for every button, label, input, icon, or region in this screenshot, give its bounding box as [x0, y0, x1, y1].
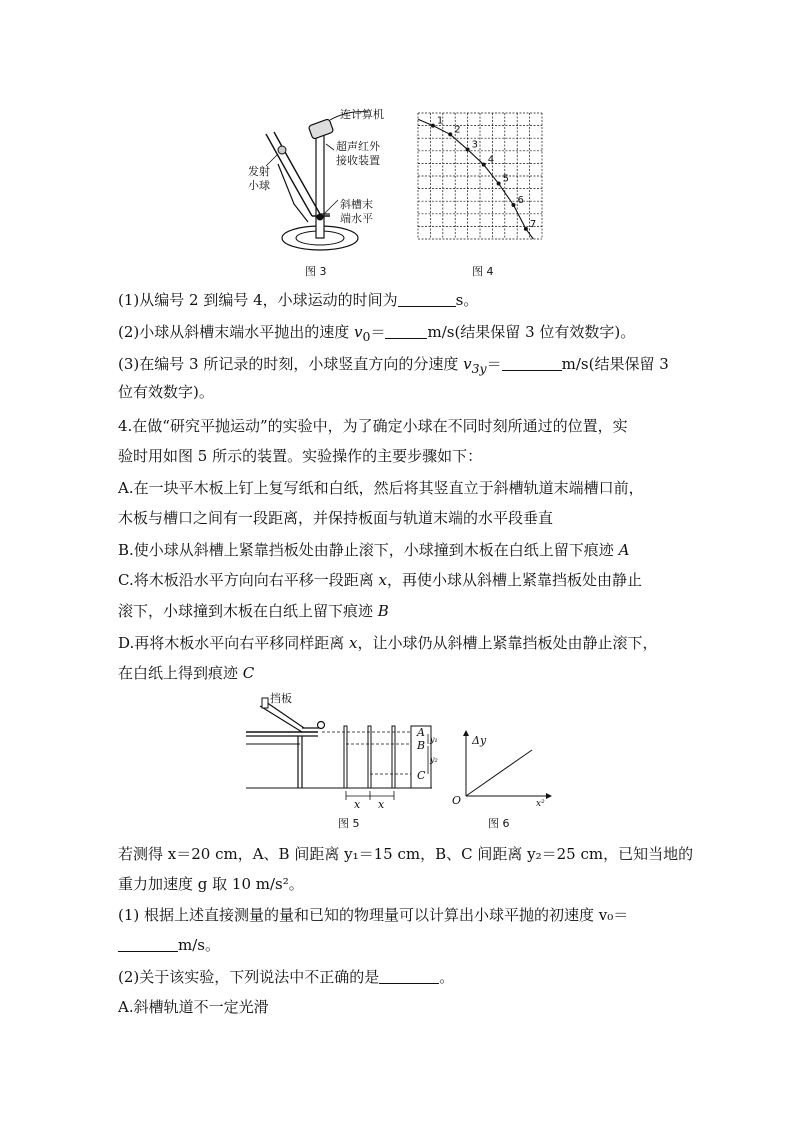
- trajectory-point-number: 6: [517, 194, 524, 206]
- q4-intro-2: 验时用如图 5 所示的装置。实验操作的主要步骤如下：: [118, 447, 483, 465]
- q4-step-c2-var: B: [377, 602, 389, 620]
- label-receiver-2: 接收装置: [336, 154, 380, 167]
- q3-part1-text: (1)从编号 2 到编号 4，小球运动的时间为: [118, 291, 398, 309]
- q3-part3-text: (3)在编号 3 所记录的时刻，小球竖直方向的分速度: [118, 355, 464, 373]
- label-slope-2: 端水平: [340, 212, 373, 225]
- trajectory-curve: [418, 119, 533, 239]
- q4-step-d2-var: C: [242, 664, 255, 682]
- trajectory-point: [431, 124, 435, 128]
- figure-4-caption: 图 4: [472, 265, 494, 278]
- q4-step-b: [118, 540, 684, 560]
- fig6-origin: O: [452, 794, 462, 807]
- figure-3-caption: 图 3: [305, 265, 327, 278]
- fig5-x2: x: [378, 798, 385, 811]
- q3-part2-sub: 0: [362, 329, 371, 344]
- q4-step-c-1: [118, 570, 684, 590]
- q3-part2-end: m/s(结果保留 3 位有效数字)。: [427, 323, 636, 341]
- q4-part1-line2: [118, 935, 684, 955]
- label-computer: 连计算机: [340, 108, 384, 121]
- trajectory-point: [448, 132, 452, 136]
- trajectory-point-number: 7: [529, 218, 537, 230]
- fig6-x-label: x²: [536, 799, 545, 809]
- q3-part3: [118, 354, 684, 379]
- q4-measurements-1: 若测得 x＝20 cm，A、B 间距离 y₁＝15 cm，B、C 间距离 y₂＝25 cm，已知当地的: [118, 845, 694, 863]
- q4-intro-1: 4.在做“研究平抛运动”的实验中，为了确定小球在不同时刻所通过的位置，实: [118, 417, 628, 435]
- q4-step-d-1: [118, 633, 684, 653]
- label-launcher-2: 小球: [248, 179, 270, 192]
- q3-part3-eq: ＝: [486, 355, 502, 373]
- trajectory-point-number: 3: [471, 139, 478, 151]
- q3-part2-var: v: [354, 323, 363, 341]
- fig5-mark-c: C: [417, 769, 426, 782]
- q4-step-a-2: 木板与槽口之间有一段距离，并保持板面与轨道末端的水平段垂直: [118, 509, 554, 527]
- q3-part3-line2: 位有效数字)。: [118, 383, 214, 401]
- q3-part2: [118, 322, 684, 347]
- q4-measurements-2: 重力加速度 g 取 10 m/s²。: [118, 875, 304, 893]
- q4-step-c-2: [118, 601, 684, 621]
- q4-step-c-text-a: C.将木板沿水平方向向右平移一段距离: [118, 571, 379, 589]
- q4-step-c-var: x: [378, 571, 387, 589]
- trajectory-point: [511, 203, 515, 207]
- q4-part2-text: (2)关于该实验，下列说法中不正确的是: [118, 968, 380, 986]
- q4-part2-blank[interactable]: [379, 969, 439, 984]
- q4-step-b-text: B.使小球从斜槽上紧靠挡板处由静止滚下，小球撞到木板在白纸上留下痕迹: [118, 541, 619, 559]
- q4-part2-end: 。: [439, 968, 455, 986]
- q4-step-c2-text: 滚下，小球撞到木板在白纸上留下痕迹: [118, 602, 378, 620]
- fig5-y1: y₁: [430, 735, 438, 744]
- trajectory-point: [524, 227, 528, 231]
- q4-step-d-text-b: ，让小球仍从斜槽上紧靠挡板处由静止滚下，: [357, 634, 658, 652]
- fig6-y-label: Δy: [472, 734, 487, 747]
- q4-step-d-var: x: [349, 634, 358, 652]
- q4-step-d2-text: 在白纸上得到痕迹: [118, 664, 243, 682]
- trajectory-point: [497, 182, 501, 186]
- label-slope-1: 斜槽末: [340, 198, 373, 211]
- q4-step-c-text-b: ，再使小球从斜槽上紧靠挡板处由静止: [386, 571, 642, 589]
- q4-step-b-var: A: [618, 541, 630, 559]
- fig5-mark-a: A: [417, 726, 425, 739]
- q3-part1-end: s。: [455, 291, 479, 309]
- q3-part2-eq: ＝: [370, 323, 386, 341]
- fig5-board-label: 挡板: [270, 692, 292, 705]
- q3-part1-blank[interactable]: [398, 292, 456, 307]
- q3-part3-var: v: [463, 355, 472, 373]
- q3-part1: [118, 290, 684, 310]
- trajectory-point-number: 2: [454, 124, 461, 136]
- figure-5-caption: 图 5: [338, 817, 360, 830]
- q4-part1-blank[interactable]: [118, 937, 178, 952]
- figure-5-apparatus: [246, 692, 442, 812]
- q4-part2: [118, 967, 684, 987]
- q4-step-d-2: [118, 663, 684, 683]
- q4-step-d-text-a: D.再将木板水平向右平移同样距离: [118, 634, 350, 652]
- q4-part1-line1: (1) 根据上述直接测量的量和已知的物理量可以计算出小球平抛的初速度 v₀＝: [118, 906, 629, 924]
- q4-part1-end: m/s。: [178, 936, 220, 954]
- figure-6-graph: [452, 730, 552, 810]
- label-receiver-1: 超声红外: [336, 140, 380, 153]
- trajectory-point-number: 4: [487, 154, 495, 166]
- q3-part2-blank[interactable]: [385, 324, 427, 339]
- q3-part3-end: m/s(结果保留 3: [561, 355, 669, 373]
- trajectory-point-number: 1: [436, 115, 444, 127]
- figure-6-caption: 图 6: [488, 817, 510, 830]
- q4-step-a-1: A.在一块平木板上钉上复写纸和白纸，然后将其竖直立于斜槽轨道末端槽口前，: [118, 479, 644, 497]
- figure-4-grid: [418, 113, 544, 241]
- q3-part2-text: (2)小球从斜槽末端水平抛出的速度: [118, 323, 355, 341]
- trajectory-point: [482, 163, 486, 167]
- trajectory-point: [466, 148, 470, 152]
- fig5-mark-b: B: [417, 739, 426, 752]
- trajectory-point-number: 5: [502, 173, 509, 185]
- q3-part3-blank[interactable]: [502, 356, 562, 371]
- fig5-x1: x: [354, 798, 361, 811]
- fig5-y2: y₂: [430, 755, 438, 764]
- q3-part3-sub: 3y: [471, 361, 487, 376]
- label-launcher-1: 发射: [248, 165, 270, 178]
- q4-option-a: A.斜槽轨道不一定光滑: [118, 998, 269, 1016]
